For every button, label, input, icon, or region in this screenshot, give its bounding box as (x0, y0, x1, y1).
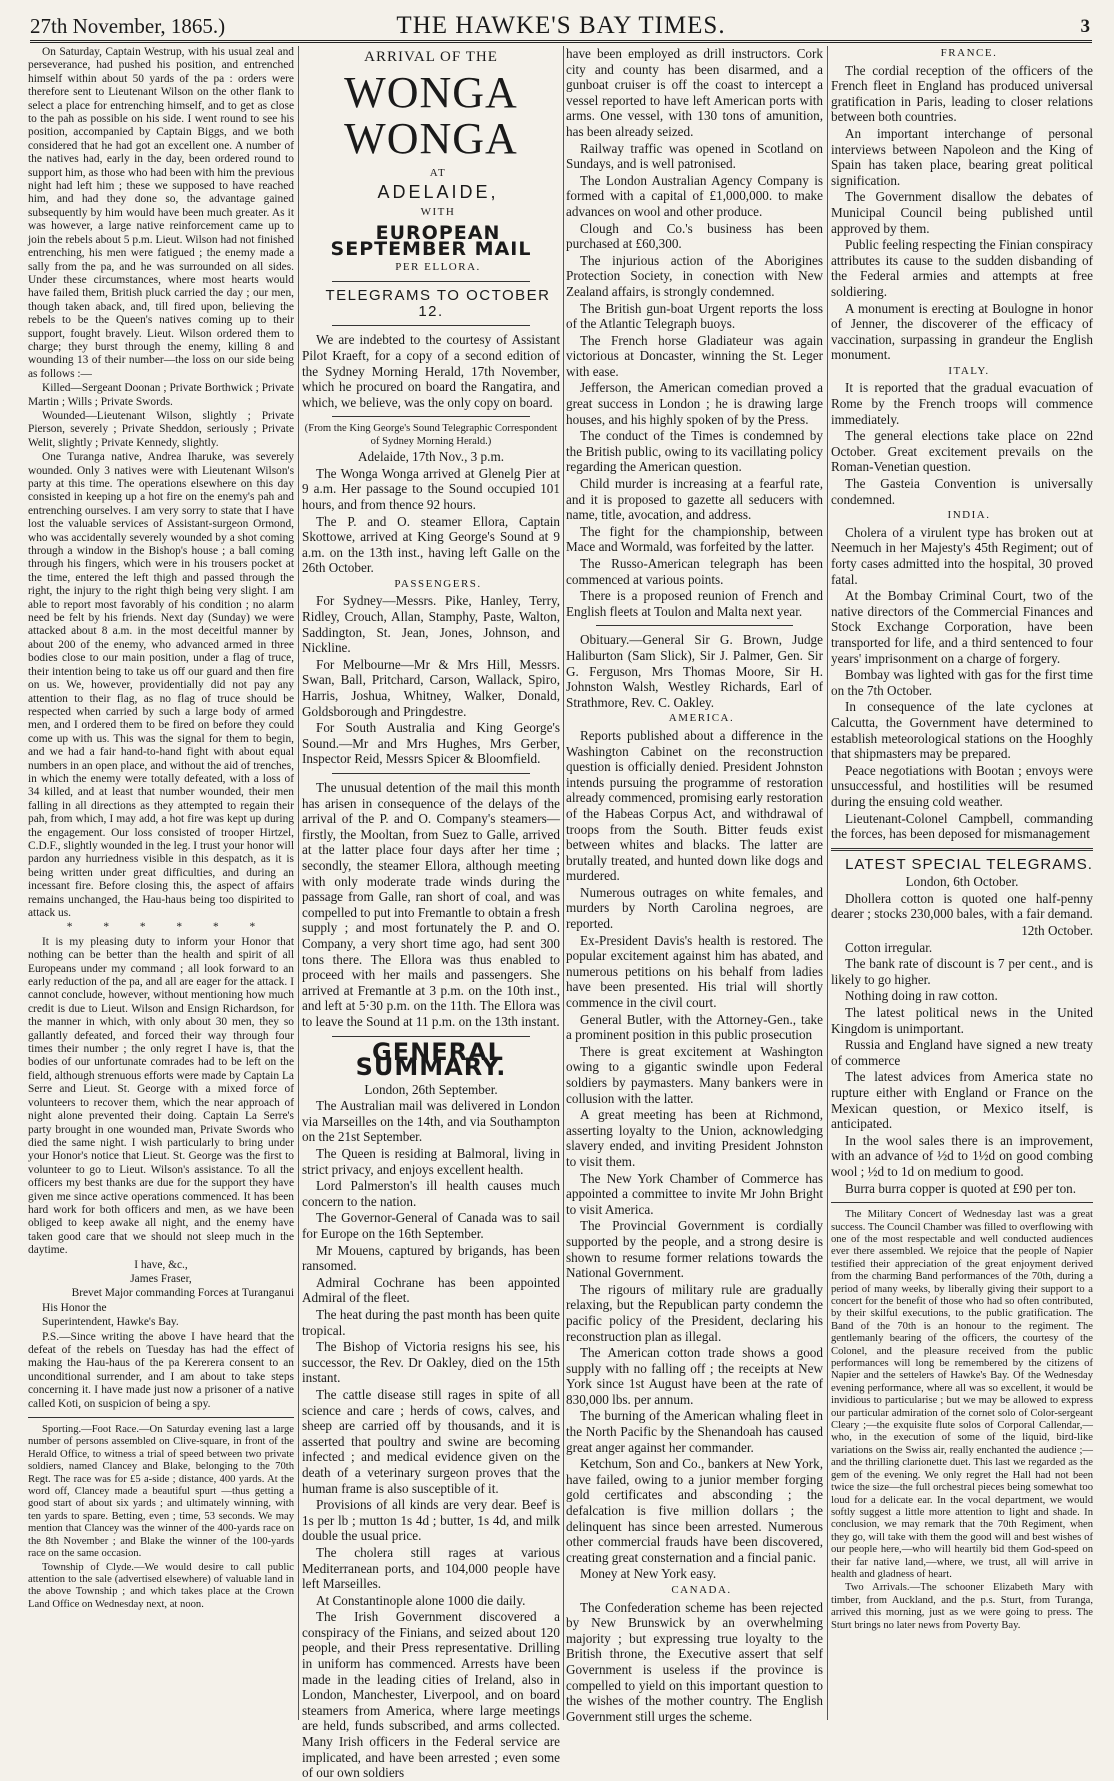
column-divider (563, 46, 564, 1720)
divider (332, 281, 530, 282)
summary-item: The Bishop of Victoria resigns his see, his successor, the Rev. Dr Oakley, died on the 15th instant. (302, 1339, 560, 1386)
news-paragraph: There is a proposed reunion of French and English fleets at Toulon and Malta next year. (566, 588, 823, 619)
arrivals-item: Two Arrivals.—The schooner Elizabeth Mary with timber, from Auckland, and the p.s. Sturt, from Turanga, arrived this morning, just as we were going to press. The Sturt brings no later news from Poverty Bay. (831, 1582, 1093, 1631)
latest-item: Burra burra copper is quoted at £90 per ton. (845, 1180, 1077, 1196)
divider (596, 625, 793, 626)
township-item: Township of Clyde.—We would desire to call public attention to the sale (advertised elsewhere) of valuable land in the above Township ; and which takes place at the Crown Land Office on Wednesday next, at noon. (28, 1561, 294, 1610)
divider (332, 416, 530, 417)
passenger-list: For South Australia and King George's Sound.—Mr and Mrs Hughes, Mrs Gerber, Inspector Reid, Messrs Spicer & Bloomfield. (302, 720, 560, 767)
america-item: Reports published about a difference in the Washington Cabinet on the reconstruction question is officially denied. President Johnston intends pursuing the programme of restoration already commenced, promising early restoration of the Habeas Corpus Act, and withdrawal of troops from the South. Bitter feuds exist between whites and blacks. The latter are brutally treated, and hunted down like dogs and murdered. (566, 727, 823, 884)
addressee: His Honor the (42, 1301, 107, 1314)
with-label: WITH (420, 205, 456, 218)
india-item: In consequence of the late cyclones at Calcutta, the Government have determined to establish meteorological stations on the Hooghly that shipmasters may be prepared. (831, 699, 1093, 762)
latest-item: The latest advices from America state no rupture either with England or France on the Mexican question, or Mexico itself, is anticipated. (831, 1069, 1093, 1132)
news-paragraph: Jefferson, the American comedian proved a great success in London ; he is drawing large houses, and his highly spoken of by the Press. (566, 380, 823, 427)
signature-name: James Fraser, (130, 1272, 192, 1285)
obituary: Obituary.—General Sir G. Brown, Judge Haliburton (Sam Slick), Sir J. Palmer, Gen. Sir G. Ferguson, Mrs Thomas Moore, Sir H. Johnston Walsh, Westley Richards, Earl of Strathmore, Rev. C. Oakley. (566, 632, 823, 710)
column-4 (831, 46, 1093, 1720)
article-paragraph: It is my pleasing duty to inform your Honor that nothing can be better than the health and spirit of all Europeans under my command ; all look forward to an early reduction of the pa, and all are eager for the attack. I cannot conclude, however, without mentioning how much credit is due to Lieut. Wilson and Ensign Richardson, for the manner in which, with only about 30 men, they so gallantly defeated, and forced their way through four times their number ; the only regret I have is, that the bodies of our unfortunate comrades had to be left on the field, although strenuous efforts were made by Captain La Serre and Lieut. St. George with a mixed force of volunteers to recover them, which the near approach of night alone prevented their doing. Captain La Serre's party brought in one wounded man, Private Swords who died the same night. I wish particularly to bring under your Honor's notice that Lieut. St. George was the first to volunteer to go to Lieut. Wilson's assistance. To all the officers my best thanks are due for the support they have given me since active operations commenced. It has been hard work for both officers and men, as we have been obliged to keep awake all night, and the enemy have taken good care that we should not sleep much in the daytime. (28, 935, 294, 1257)
summary-item: The Governor-General of Canada was to sail for Europe on the 16th September. (302, 1210, 560, 1242)
america-item: Numerous outrages on white females, and murders by North Carolina negroes, are reported. (566, 884, 823, 932)
column-3 (566, 46, 823, 1724)
france-item: An important interchange of personal interviews between Napoleon and the King of Spain has taken place, bearing great political signification. (831, 125, 1093, 188)
news-paragraph: The injurious action of the Aborigines Protection Society, in conection with New Zealand affairs, is strongly condemned. (566, 252, 823, 299)
america-item: There is great excitement at Washington owing to a gigantic swindle upon Federal soldiers by paymasters. Many bankers were in collusion with the latter. (566, 1043, 823, 1106)
latest-item: Nothing doing in raw cotton. (845, 988, 998, 1004)
news-paragraph: The British gun-boat Urgent reports the loss of the Atlantic Telegraph buoys. (566, 300, 823, 332)
france-item: The Government disallow the debates of Municipal Council being published until approved by them. (831, 189, 1093, 236)
news-paragraph: The fight for the championship, between Mace and Wormald, was forfeited by the latter. (566, 523, 823, 555)
passengers-heading: PASSENGERS. (394, 577, 482, 590)
latest-telegrams-heading: LATEST SPECIAL TELEGRAMS. (845, 855, 1093, 873)
dateline: Adelaide, 17th Nov., 3 p.m. (357, 449, 504, 465)
news-paragraph: Railway traffic was opened in Scotland on Sundays, and is well patronised. (566, 140, 823, 172)
news-paragraph: Child murder is increasing at a fearful rate, and it is proposed to gazette all seducers with name, title, avocation, and address. (566, 476, 823, 523)
latest-item: The latest political news in the United Kingdom is unimportant. (831, 1005, 1093, 1036)
column-1 (28, 46, 294, 1720)
signature-title: Brevet Major commanding Forces at Turanganui (71, 1287, 294, 1300)
passenger-list: For Melbourne—Mr & Mrs Hill, Messrs. Swan, Ball, Pritchard, Carson, Wallack, Spiro, Harris, Joshua, Whitney, Walker, Donald, Goldsborough and Pringdestre. (302, 656, 560, 719)
america-item: General Butler, with the Attorney-Gen., take a prominent position in this public prosecution (566, 1011, 823, 1043)
divider (831, 1202, 1093, 1203)
india-heading: INDIA. (947, 509, 991, 522)
article-paragraph: On Saturday, Captain Westrup, with his usual zeal and perseverance, had pushed his position, and entrenched himself within about 50 yards of the pa : orders were therefore sent to Lieutenant Wilson on the other flank to select a place for entrenching himself, and to get as close to the pah as possible on his side. I went round to see his position, accompanied by Captain Biggs, and we both considered that he had got an excellent one. A number of the natives had, early in the day, been ordered round to support him, as those who had been with him the previous night had left him ; these we supposed to have reached him, and had they done so, the advantage gained subsequently by him would have been much greater. As it was however, a large native reinforcement came up to join the rebels about 5 p.m. Lieut. Wilson had not finished entrenching, his men were fatigued ; the enemy made a sally from the pa, and he was surrounded on all sides. Under these circumstances, where most hearts would have failed them, British pluck carried the day ; our men, though taken aback, and, till fired upon, believing the rebels to be the Queen's natives coming up to their support, fought bravely. Lieut. Wilson ordered them to charge; they burst through the enemy, killing 8 and wounding 13 of their number—the loss on our side being as follows :— (28, 46, 294, 380)
article-paragraph: Wounded—Lieutenant Wilson, slightly ; Private Pierson, severely ; Private Sheddon, seriously ; Private Welit, slightly ; Private Kennedy, slightly. (28, 409, 294, 449)
summary-dateline: London, 26th September. (364, 1081, 498, 1097)
summary-item: The cattle disease still rages in spite of all science and care ; herds of cows, calves, and sheep are carried off by thousands, and it is asserted that poultry and swine are becoming infected ; and medical evidence given on the death of a veterinary surgeon proves that the human frame is also susceptible of it. (302, 1386, 560, 1496)
per-ellora: PER ELLORA. (395, 260, 481, 273)
news-paragraph: The P. and O. steamer Ellora, Captain Skottowe, arrived at King George's Sound at 9 a.m. on the 13th inst., having left Galle on the 26th October. (302, 513, 560, 576)
column-2 (302, 46, 560, 1781)
intro-paragraph: We are indebted to the courtesy of Assistant Pilot Kraeft, for a copy of a second edition of the Sydney Morning Herald, 17th November, which he procured on board the Rangatira, and which, we believe, was the only copy on board. (302, 332, 560, 410)
summary-item: The Irish Government discovered a conspiracy of the Finians, and seized about 120 people, and their Press representative. Drilling in uniform has commenced. Arrests have been made in the leading cities of Ireland, also in London, Manchester, Liverpool, and on board steamers from America, where large meetings are held, funds subscribed, and arms collected. Many Irish officers in the Federal service are implicated, and have been arrested ; even some of our own soldiers (302, 1609, 560, 1781)
summary-item: The Australian mail was delivered in London via Marseilles on the 14th, and via Southampton on the 21st September. (302, 1098, 560, 1145)
italy-item: The Gasteia Convention is universally condemned. (831, 476, 1093, 507)
latest-item: Cotton irregular. (845, 939, 933, 955)
sign-off: I have, &c., (134, 1258, 188, 1271)
italy-heading: ITALY. (948, 364, 990, 377)
divider (332, 325, 530, 326)
newspaper-title: THE HAWKE'S BAY TIMES. (396, 12, 726, 39)
america-item: Money at New York easy. (580, 1566, 717, 1582)
america-item: The Provincial Government is cordially supported by the people, and a strong desire is shown to resume former relations towards the National Government. (566, 1218, 823, 1281)
at-label: AT (429, 166, 447, 179)
america-item: The New York Chamber of Commerce has appointed a committee to invite Mr John Bright to visit America. (566, 1170, 823, 1217)
latest-dateline: London, 6th October. (905, 874, 1019, 890)
america-item: A great meeting has been at Richmond, asserting loyalty to the Union, acknowledging slavery ended, and inviting President Johnston to visit them. (566, 1107, 823, 1169)
america-heading: AMERICA. (668, 712, 735, 725)
summary-item: The cholera still rages at various Mediterranean ports, and 104,000 people have left Marseilles. (302, 1544, 560, 1592)
divider (332, 1036, 530, 1037)
latest-item: The bank rate of discount is 7 per cent., and is likely to go higher. (831, 956, 1093, 987)
concert-item: The Military Concert of Wednesday last was a great success. The Council Chamber was filled to overflowing with one of the most respectable and well conducted audiences ever there assembled. We rejoice that the people of Napier testified their appreciation of the great enjoyment derived from the charming Band performances of the 70th, during a period of many weeks, by liberally giving their support to a concert for the benefit of those who had so often contributed, by their skilful executions, to the public gratification. The Band of the 70th is an honour to the regiment. The gentlemanly bearing of the officers, the courtesy of the Colonel, and the pleasure received from the public performances will long be remembered by the citizens of Napier and the settelers of Hawke's Bay. Of the Wednesday evening performance, where all was so excellent, it would be invidious to particularise ; but we may be allowed to express our particular admiration of the cornet solo of Color-sergeant Cleary ;—the exquisite flute solos of Corporal Callendar,—who, in the execution of some of the liquid, bird-like variations on the Swiss air, really enchanted the audience ;—and the thrilling clarionette duet. This last we regarded as the gem of the evening. We only regret the Hall had not been twice the size—the full orchestral pieces being somewhat too loud for a delicate ear. In the vocal department, we would softly suggest a little more attention to light and shade. In conclusion, we may remark that the 70th Regiment, when they go, will take with them the good will and best wishes of our people here,—who will heartily bid them God-speed on their far native land,—where, we trust, all will arrive in health and gladness of heart. (831, 1209, 1093, 1580)
summary-item: Lord Palmerston's ill health causes much concern to the nation. (302, 1178, 560, 1209)
divider (28, 1417, 294, 1418)
india-item: Cholera of a virulent type has broken out at Neemuch in her Majesty's 45th Regiment; out of forty cases admitted into the hospital, 30 proved fatal. (831, 524, 1093, 587)
postscript: P.S.—Since writing the above I have heard that the defeat of the rebels on Tuesday has had the effect of making the Hau-haus of the pa Kererera consent to an unconditional surrender, and I am about to take steps concerning it. I have made just now a prisoner of a native called Koti, on suspicion of being a spy. (28, 1330, 294, 1410)
america-item: Ketchum, Son and Co., bankers at New York, have failed, owing to a junior member forging gold certificates and absconding ; the defalcation is five million dollars ; the delinquent has since been arrested. Numerous other commercial frauds have been discovered, creating great consternation and a fincial panic. (566, 1456, 823, 1565)
article-paragraph: Killed—Sergeant Doonan ; Private Borthwick ; Private Martin ; Wills ; Private Swords. (28, 382, 294, 408)
addressee-title: Superintendent, Hawke's Bay. (42, 1316, 179, 1329)
telegrams-heading: TELEGRAMS TO OCTOBER 12. (325, 287, 551, 320)
summary-item: The Queen is residing at Balmoral, living in strict privacy, and enjoys excellent health. (302, 1146, 560, 1177)
summary-item: At Constantinople alone 1000 die daily. (316, 1592, 526, 1608)
divider (831, 848, 1093, 851)
america-item: The burning of the American whaling fleet in the North Pacific by the Shenandoah has caused great anger against her commander. (566, 1408, 823, 1455)
port-heading: ADELAIDE, (377, 182, 499, 203)
italy-item: It is reported that the gradual evacuation of Rome by the French troops will commence immediately. (831, 380, 1093, 427)
india-item: At the Bombay Criminal Court, two of the native directors of the Commercial Finances and Stock Exchange Corporation, have been transported for life, and a third sentenced to four years' imprisonment on a charge of forgery. (831, 588, 1093, 666)
arrival-heading: ARRIVAL OF THE (364, 49, 498, 65)
france-item: Public feeling respecting the Finian conspiracy attributes its cause to the sudden disbanding of the Federal armies and attempts at free soldiering. (831, 237, 1093, 299)
column-divider (827, 46, 828, 1720)
america-item: The American cotton trade shows a good supply with no falling off ; the receipts at New York since 1st August have been at the rate of 830,000 lbs. per annum. (566, 1345, 823, 1407)
summary-item: Mr Mouens, captured by brigands, has been ransomed. (302, 1242, 560, 1274)
latest-item: In the wool sales there is an improvement, with an advance of ½d to 1½d on good combing wool ; ½d to 1d on medium to good. (831, 1132, 1093, 1179)
issue-date: 27th November, 1865.) (30, 14, 226, 38)
passenger-list: For Sydney—Messrs. Pike, Hanley, Terry, Ridley, Crouch, Allan, Stamphy, Paste, Walton, Saddington, St. Jean, Jones, Johnson, and Nickline. (302, 593, 560, 656)
america-item: Ex-President Davis's health is restored. The popular excitement against him has abated, and numerous petitions on his behalf from ladies have been presented. His trial will shortly commence in the civil court. (566, 932, 823, 1011)
news-paragraph: The conduct of the Times is condemned by the British public, owing to its vacillating policy regarding the American question. (566, 428, 823, 475)
news-paragraph: The London Australian Agency Company is formed with a capital of £1,000,000. to make advances on wool and other produce. (566, 172, 823, 219)
news-paragraph: Clough and Co.'s business has been purchased at £60,300. (566, 220, 823, 252)
canada-heading: CANADA. (671, 1584, 732, 1596)
article-paragraph: One Turanga native, Andrea Iharuke, was severely wounded. Only 3 natives were with Lieutenant Wilson's party at this time. The operations elsewhere on this day consisted in keeping up a hot fire on the enemy's pah and entrenching ourselves. I am very sorry to state that I have lost the valuable services of Assistant-surgeon Ormond, who was accidentally severely wounded by a shot coming through a window in the Bishop's house ; a ball coming through his fingers, which were in his trousers pocket at the time, entered the left thigh and passed through the right, the injury to the right thigh being very slight. I am able to report most favorably of his condition ; no alarm need be felt by his friends. Next day (Sunday) we were attacked about 8 a.m. in the most deceitful manner by about 200 of the enemy, who advanced armed in three bodies close to our main position, under a flag of truce, their intention being to take us off our guard and then fire on us. We, however, providentially did not pay any attention to their flag, as no flag of truce should be respected when carried by such a large body of armed men, and I ordered them to be fired on before they could come up with us. This was the signal for them to begin, and we had a fair hand-to-hand fight with about equal numbers in an open place, and without the aid of trenches, in which the enemy were totally defeated, with a loss of 34 killed, and at least that number wounded, their men falling in all directions as they attempted to regain their pah, from which, I may add, a hot fire was kept up during the engagement. Our loss consisted of trooper Hirtzel, C.D.F., slightly wounded in the leg. I trust your honor will pardon any hurriedness visible in this despatch, as it is being written under great difficulties, and during an incessant fire. Before closing this, the aspect of affairs remains unchanged, the Hau-haus being too dispirited to attack us. (28, 451, 294, 919)
mail-delay-paragraph: The unusual detention of the mail this month has arisen in consequence of the delays of the arrival of the P. and O. Company's steamers—firstly, the Mooltan, from Suez to Galle, arrived at the latter place four days after her time ; secondly, the steamer Ellora, although meeting with only moderate trade winds during the passage from Galle, ran short of coal, and was compelled to put into Fremantle to obtain a fresh supply ; and most fortunately the P. and O. Company, a very short time ago, had sent 300 tons there. The Ellora was thus enabled to proceed with her mails and passengers. She arrived at Fremantle at 3 p.m. on the 10th inst., and left at 5·30 p.m. on the 11th. The Ellora was to leave the Sound at 11 p.m. on the 13th instant. (302, 780, 560, 1029)
france-item: The cordial reception of the officers of the French fleet in England has produced universal gratification in Paris, leading to closer relations between both countries. (831, 62, 1093, 125)
news-paragraph: have been employed as drill instructors. Cork city and county has been disarmed, and a gunboat cruiser is off the coast to intercept a vessel reported to have left American ports with arms. One vessel, with 130 tons of amunition, has been already seized. (566, 46, 823, 139)
masthead (30, 8, 1092, 43)
latest-dateline: 12th October. (1021, 923, 1093, 939)
sporting-item: Sporting.—Foot Race.—On Saturday evening last a large number of persons assembled on Clive-square, in front of the Herald Office, to witness a trial of speed between two private soldiers, named Clancey and Blake, belonging to the 70th Regt. The race was for £5 a-side ; distance, 400 yards. At the word off, Clancey made a beautiful spurt —thus getting a good start of about six yards ; and ultimately winning, with ten yards to spare. Betting, even ; time, 53 seconds. We may mention that Clancey was the winner of the 400-yards race on the 8th November ; and Blake the winner of the 100-yards race on the same occasion. (28, 1424, 294, 1560)
ship-name-heading: WONGA WONGA (344, 67, 518, 163)
latest-item: Dhollera cotton is quoted one half-penny dearer ; stocks 230,000 bales, with a fair demand. (831, 890, 1093, 922)
italy-item: The general elections take place on 22nd October. Great excitement prevails on the Roman-Venetian question. (831, 428, 1093, 475)
section-stars: * * * * * * (66, 921, 270, 934)
summary-item: Provisions of all kinds are very dear. Beef is 1s per lb ; mutton 1s 4d ; butter, 1s 4d, and milk double the usual price. (302, 1497, 560, 1544)
mail-heading: EUROPEAN SEPTEMBER MAIL (330, 222, 532, 260)
france-heading: FRANCE. (940, 47, 998, 59)
india-item: Peace negotiations with Bootan ; envoys were unsuccessful, and hostilities will be resumed during the ensuing cold weather. (831, 762, 1093, 809)
summary-item: Admiral Cochrane has been appointed Admiral of the fleet. (302, 1274, 560, 1306)
column-divider (298, 46, 299, 1720)
canada-item: The Confederation scheme has been rejected by New Brunswick by an overwhelming majority ; but expressing true loyalty to the British throne, the Executive assert that self Government is useless if the province is compelled to yield on this important question to the wishes of the mother country. The English Government still urges the scheme. (566, 1599, 823, 1724)
news-paragraph: The Russo-American telegraph has been commenced at various points. (566, 556, 823, 587)
france-item: A monument is erecting at Boulogne in honor of Jenner, the discoverer of the efficacy of vaccination, surpassing in grandeur the English monument. (831, 300, 1093, 363)
source-note: (From the King George's Sound Telegraphic Correspondent of Sydney Morning Herald.) (304, 423, 558, 447)
india-item: Lieutenant-Colonel Campbell, commanding the forces, has been deposed for mismanagement (831, 810, 1093, 842)
news-paragraph: The Wonga Wonga arrived at Glenelg Pier at 9 a.m. Her passage to the Sound occupied 101 hours, and from thence 92 hours. (302, 465, 560, 512)
divider (332, 773, 530, 774)
general-summary-heading: GENERAL SUMMARY. (355, 1037, 507, 1082)
news-paragraph: The French horse Gladiateur was again victorious at Doncaster, winning the St. Leger with ease. (566, 332, 823, 379)
america-item: The rigours of military rule are gradually relaxing, but the Republican party condemn the pacific policy of the President, declaring his reconstruction plan as illegal. (566, 1281, 823, 1344)
summary-item: The heat during the past month has been quite tropical. (302, 1307, 560, 1338)
latest-item: Russia and England have signed a new treaty of commerce (831, 1037, 1093, 1068)
page-number: 3 (1080, 16, 1090, 37)
india-item: Bombay was lighted with gas for the first time on the 7th October. (831, 667, 1093, 698)
